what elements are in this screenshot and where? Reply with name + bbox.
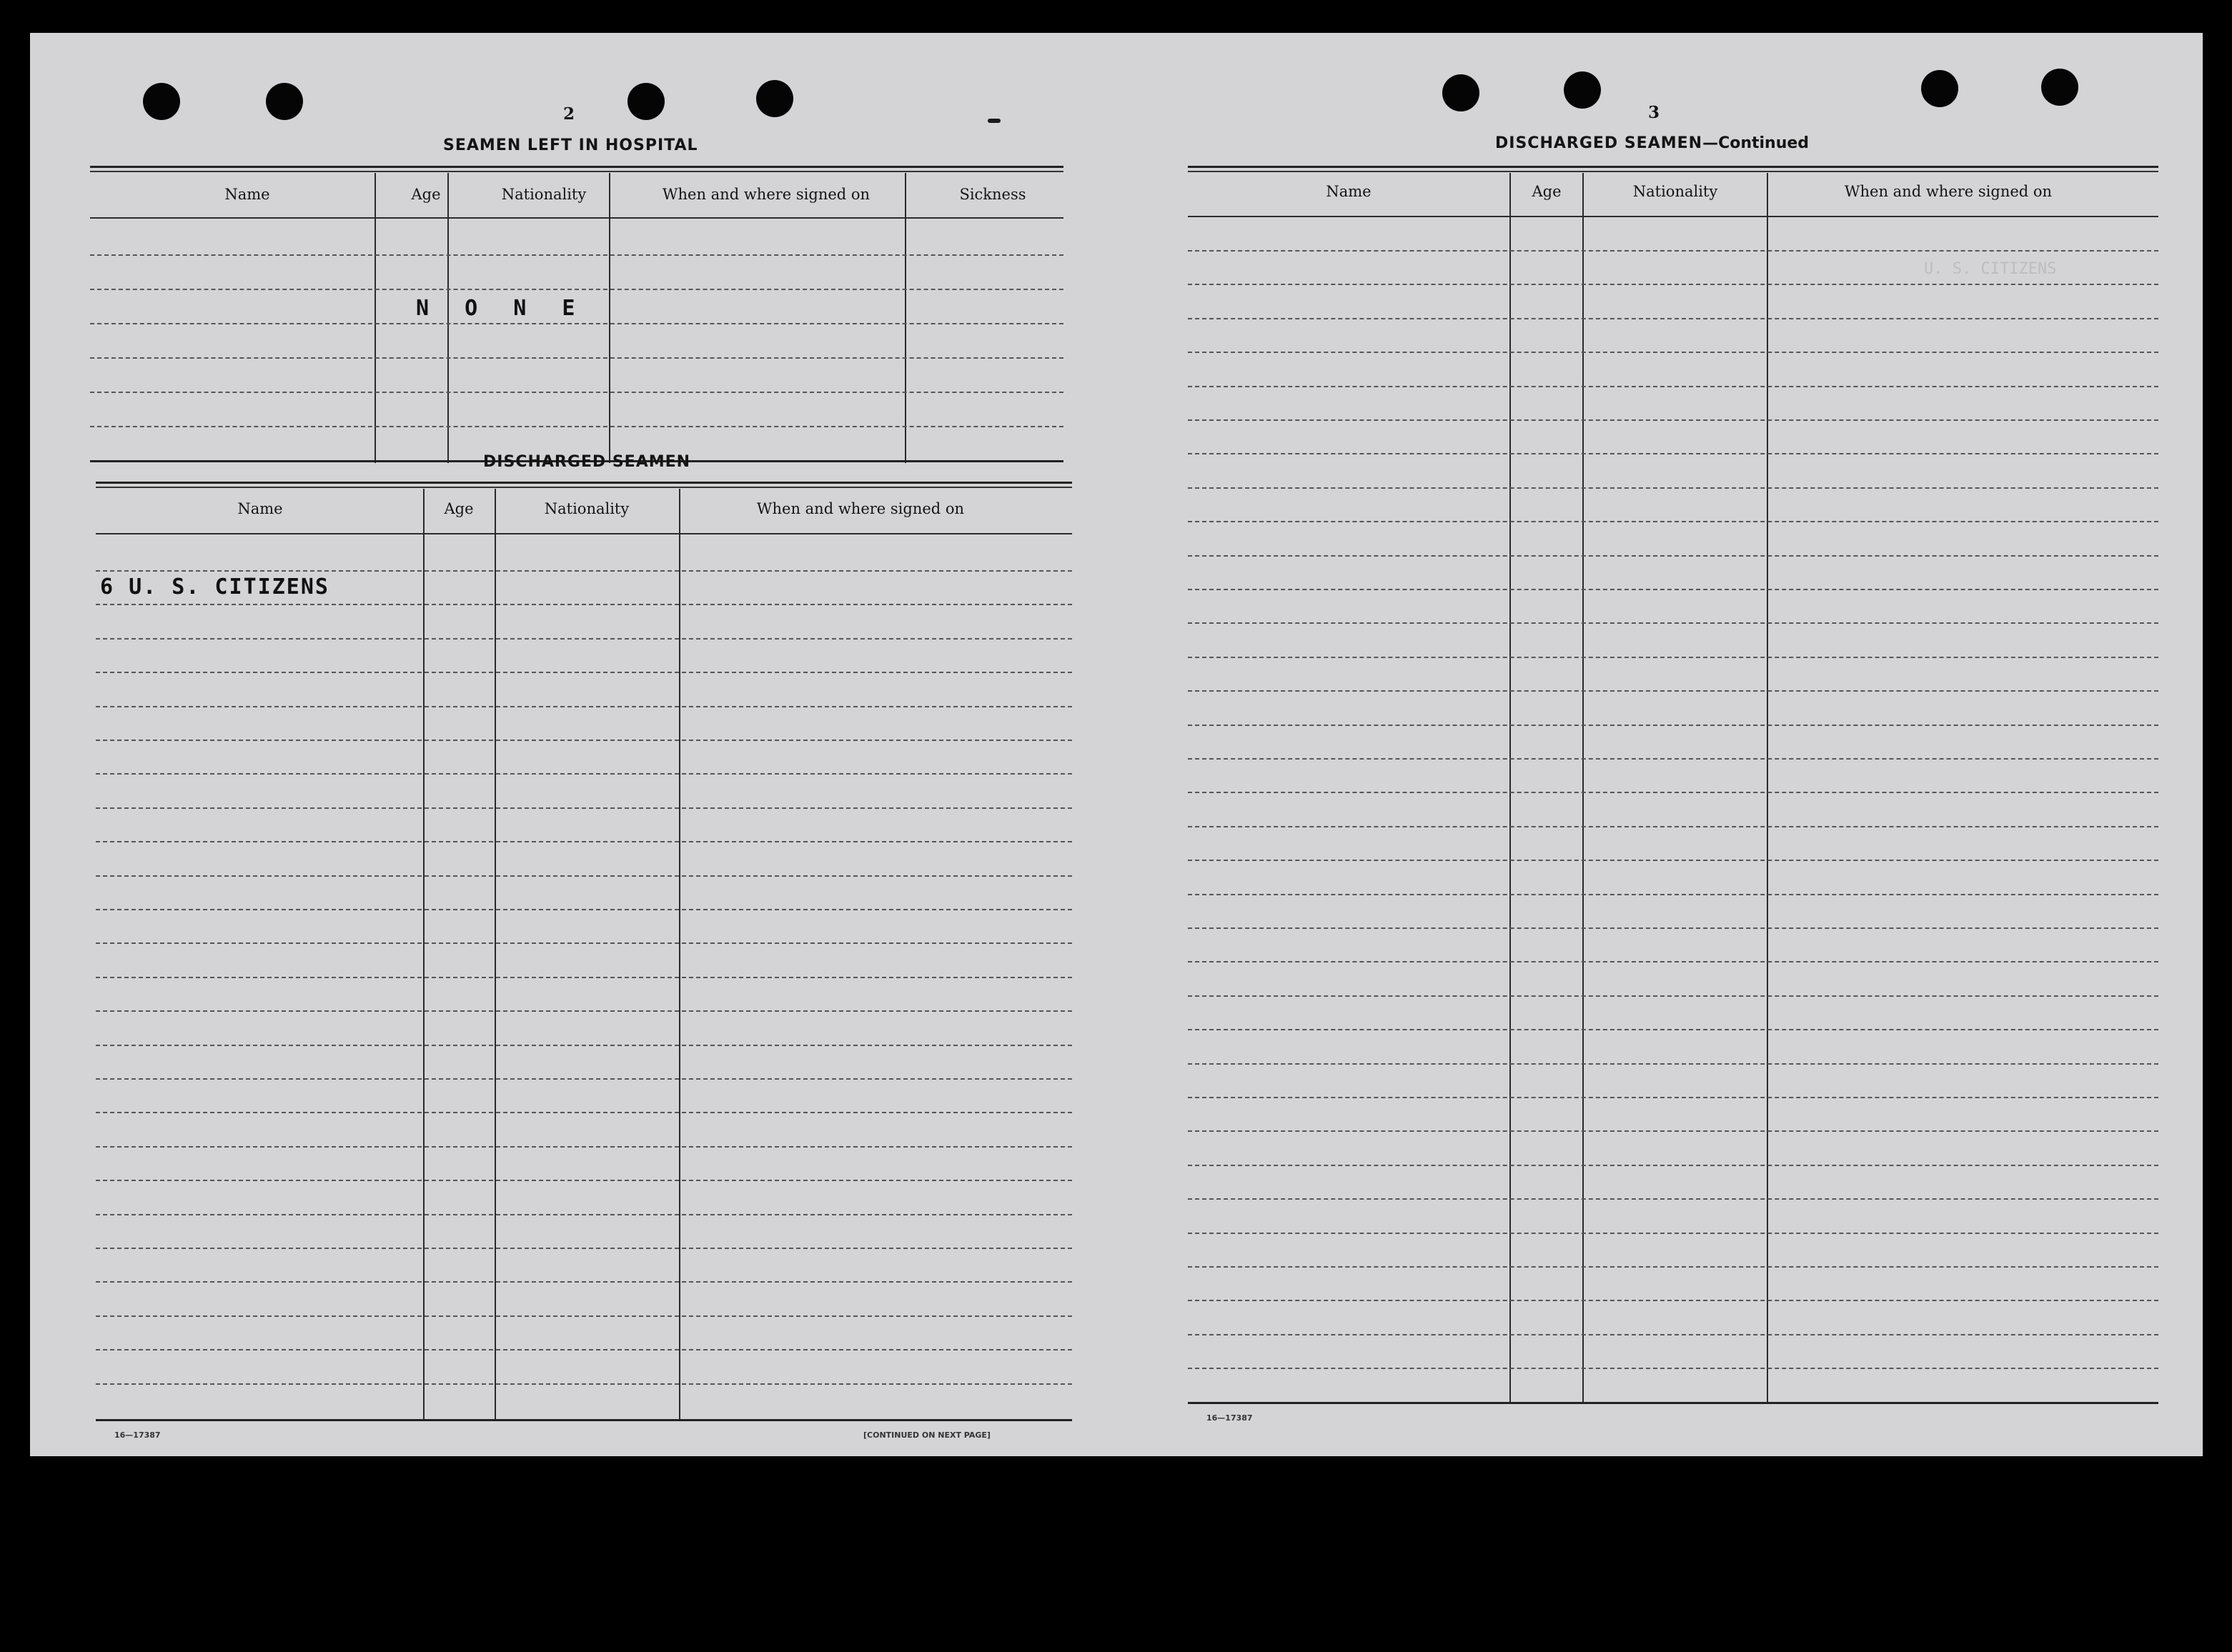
punch-hole [756,80,793,117]
row-line [1188,521,2158,522]
column-divider [1767,173,1768,1402]
row-line [1188,250,2158,252]
row-line [1188,622,2158,624]
row-line [1188,1165,2158,1166]
column-header-signed-on: When and where signed on [662,186,871,203]
table-top-rule [90,166,1063,168]
title-main: DISCHARGED SEAMEN [1495,134,1703,152]
table-bottom-rule [1188,1402,2158,1404]
row-line [1188,487,2158,489]
column-header-nationality: Nationality [544,500,630,517]
header-rule [1188,216,2158,217]
form-sheet [30,33,2203,1456]
row-line [1188,318,2158,319]
row-line [1188,1368,2158,1369]
row-line [1188,826,2158,827]
row-line [96,1383,1072,1385]
row-line [90,254,1063,256]
punch-hole [143,83,180,120]
column-header-sickness: Sickness [959,186,1026,203]
punch-hole [1921,70,1958,107]
column-divider [905,173,906,463]
continued-note: [CONTINUED ON NEXT PAGE] [863,1430,991,1440]
row-line [1188,725,2158,726]
row-line [96,875,1072,877]
ink-smudge [988,119,1001,123]
row-line [96,807,1072,809]
discharged-section-title: DISCHARGED SEAMEN [483,453,691,471]
column-header-age: Age [1532,183,1562,200]
row-line [96,638,1072,640]
row-line [1188,352,2158,353]
table-top-rule [1188,171,2158,172]
column-header-name: Name [1326,183,1372,200]
row-line [1188,961,2158,962]
row-line [96,672,1072,673]
row-line [96,1349,1072,1350]
table-top-rule [1188,166,2158,168]
table-bottom-rule [96,1419,1072,1421]
row-line [1188,1029,2158,1030]
column-divider [1509,173,1511,1402]
title-continued: —Continued [1702,134,1810,152]
row-line [1188,792,2158,793]
punch-hole [1564,71,1601,109]
column-header-name: Name [237,500,283,517]
row-line [1188,894,2158,895]
row-line [90,323,1063,324]
row-line [96,1112,1072,1113]
row-line [1188,1266,2158,1268]
row-line [1188,690,2158,692]
column-header-name: Name [224,186,270,203]
row-line [1188,419,2158,421]
row-line [96,604,1072,605]
column-header-age: Age [411,186,441,203]
column-divider [495,489,496,1419]
row-line [1188,284,2158,285]
row-line [96,1214,1072,1215]
punch-hole [628,83,665,120]
column-header-age: Age [444,500,474,517]
row-line [96,841,1072,842]
table-top-rule [96,487,1072,488]
row-line [90,289,1063,290]
row-line [1188,453,2158,454]
header-rule [90,217,1063,219]
punch-hole [1442,74,1479,111]
row-line [1188,555,2158,557]
row-line [96,1180,1072,1181]
row-line [1188,1198,2158,1200]
hospital-section-title: SEAMEN LEFT IN HOSPITAL [443,136,698,154]
row-line [90,357,1063,359]
row-line [1188,657,2158,658]
row-line [1188,1300,2158,1301]
row-line [1188,995,2158,997]
row-line [96,1146,1072,1148]
row-line [1188,1097,2158,1098]
row-line [1188,1334,2158,1335]
column-divider [423,489,425,1419]
discharged-entry: 6 U. S. CITIZENS [100,574,329,599]
punch-hole [266,83,303,120]
row-line [1188,589,2158,590]
row-line [1188,927,2158,929]
column-divider [609,173,610,463]
row-line [1188,1130,2158,1132]
row-line [1188,758,2158,760]
column-header-nationality: Nationality [501,186,587,203]
row-line [96,706,1072,707]
row-line [96,1315,1072,1317]
column-divider [679,489,680,1419]
column-header-nationality: Nationality [1632,183,1718,200]
row-line [96,1281,1072,1283]
row-line [1188,860,2158,861]
row-line [96,1010,1072,1012]
row-line [96,773,1072,775]
row-line [96,942,1072,944]
row-line [1188,386,2158,387]
bleed-through-text: U. S. CITIZENS [1924,260,2057,278]
column-header-signed-on: When and where signed on [1844,183,2053,200]
header-rule [96,533,1072,534]
column-header-signed-on: When and where signed on [756,500,965,517]
row-line [96,1078,1072,1080]
column-divider [375,173,376,463]
form-number-right: 16—17387 [1206,1413,1253,1423]
form-number-left: 16—17387 [114,1430,161,1440]
row-line [96,1248,1072,1249]
punch-hole [2041,69,2078,106]
row-line [96,740,1072,741]
page-number-left: 2 [563,104,575,124]
page-number-right: 3 [1648,103,1660,122]
column-divider [1582,173,1584,1402]
table-top-rule [96,482,1072,484]
row-line [1188,1233,2158,1234]
row-line [96,1045,1072,1046]
row-line [96,977,1072,978]
row-line [1188,1063,2158,1065]
row-line [90,426,1063,427]
row-line [90,392,1063,393]
row-line [96,909,1072,910]
hospital-entry-none: N O N E [416,296,587,321]
discharged-continued-title [1495,134,1809,152]
row-line [96,570,1072,572]
table-top-rule [90,171,1063,172]
